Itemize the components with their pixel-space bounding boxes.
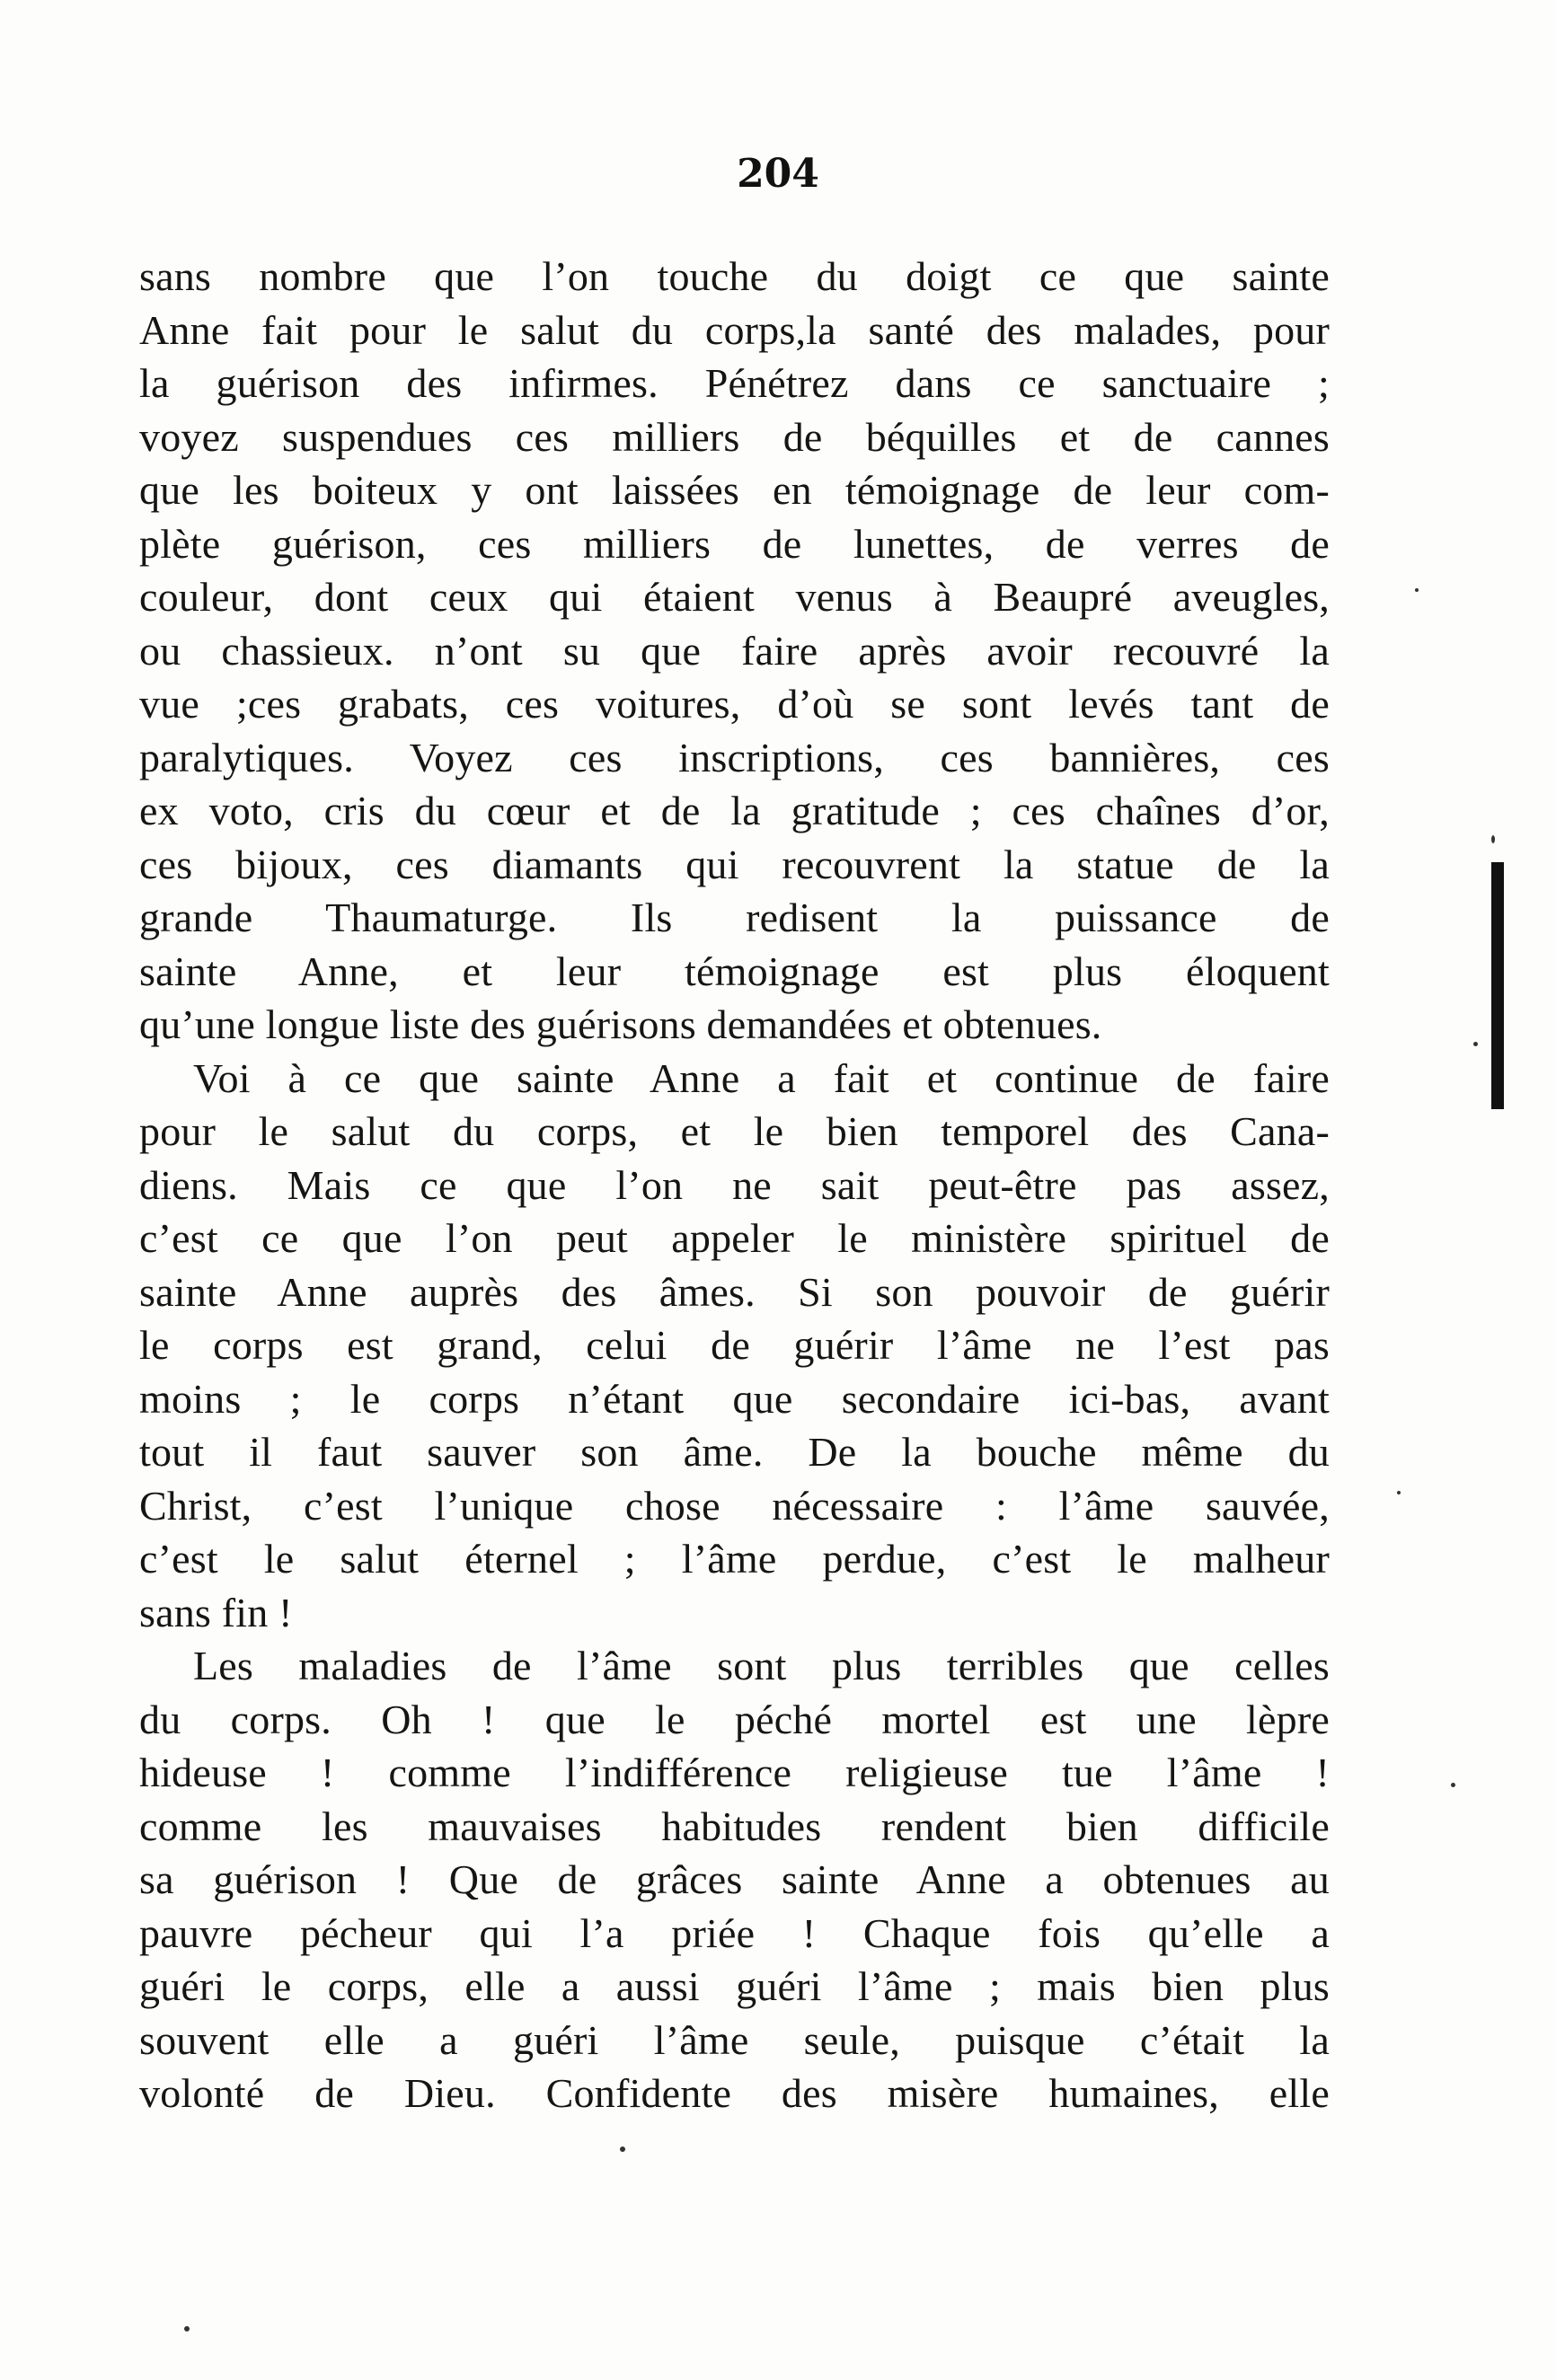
text-line: ex voto, cris du cœur et de la gratitude ; ces chaînes d’or, (139, 788, 1330, 833)
text-line: comme les mauvaises habitudes rendent bien difficile (139, 1803, 1330, 1849)
text-line: sainte Anne, et leur témoignage est plus éloquent (139, 948, 1330, 994)
ink-speck (1451, 1783, 1455, 1787)
ink-speck (1491, 835, 1495, 843)
text-line: Les maladies de l’âme sont plus terribles que celles (193, 1643, 1330, 1688)
text-line: la guérison des infirmes. Pénétrez dans ce sanctuaire ; (139, 360, 1330, 406)
text-line: Voi à ce que sainte Anne a fait et continue de faire (193, 1054, 1330, 1101)
text-line: guéri le corps, elle a aussi guéri l’âme ; mais bien plus (139, 1963, 1330, 2009)
ink-speck (1473, 1042, 1478, 1046)
text-line: diens. Mais ce que l’on ne sait peut-être pas assez, (139, 1161, 1330, 1208)
text-line: paralytiques. Voyez ces inscriptions, ces bannières, ces (139, 734, 1330, 780)
text-line: pour le salut du corps, et le bien temporel des Cana- (139, 1108, 1330, 1154)
text-line: vue ;ces grabats, ces voitures, d’où se sont levés tant de (139, 681, 1330, 727)
text-line: Anne fait pour le salut du corps,la santé des malades, pour (139, 306, 1330, 353)
text-line: couleur, dont ceux qui étaient venus à Beaupré aveugles, (139, 574, 1330, 620)
text-line: pauvre pécheur qui l’a priée ! Chaque fois qu’elle a (139, 1909, 1330, 1956)
ink-speck (1415, 588, 1419, 592)
text-line: sans nombre que l’on touche du doigt ce que sainte (139, 253, 1330, 299)
text-line: moins ; le corps n’étant que secondaire ici-bas, avant (139, 1375, 1330, 1422)
text-line: Christ, c’est l’unique chose nécessaire : l’âme sauvée, (139, 1482, 1330, 1529)
ink-speck (1397, 1491, 1401, 1494)
text-line: sainte Anne auprès des âmes. Si son pouvoir de guérir (139, 1268, 1330, 1315)
text-line: volonté de Dieu. Confidente des misère humaines, elle (139, 2070, 1330, 2116)
text-line: sans fin ! (139, 1589, 293, 1635)
ink-speck (184, 2326, 190, 2332)
ink-speck (620, 2146, 625, 2152)
text-line: le corps est grand, celui de guérir l’âme ne l’est pas (139, 1322, 1330, 1368)
text-line: que les boiteux y ont laissées en témoignage de leur com- (139, 467, 1330, 513)
text-line: plète guérison, ces milliers de lunettes, de verres de (139, 520, 1330, 567)
text-line: ou chassieux. n’ont su que faire après avoir recouvré la (139, 627, 1330, 674)
text-line: souvent elle a guéri l’âme seule, puisque c’était la (139, 2016, 1330, 2063)
text-line: sa guérison ! Que de grâces sainte Anne a obtenues au (139, 1856, 1330, 1902)
page-number: 204 (737, 151, 819, 197)
text-line: grande Thaumaturge. Ils redisent la puissance de (139, 895, 1330, 940)
text-line: voyez suspendues ces milliers de béquilles et de cannes (139, 413, 1330, 460)
body-text (139, 250, 1330, 2120)
margin-bar-mark (1491, 862, 1504, 1109)
text-line: c’est le salut éternel ; l’âme perdue, c’est le malheur (139, 1536, 1330, 1582)
text-line: du corps. Oh ! que le péché mortel est une lèpre (139, 1696, 1330, 1742)
text-line: ces bijoux, ces diamants qui recouvrent la statue de la (139, 841, 1330, 887)
text-line: hideuse ! comme l’indifférence religieuse tue l’âme ! (139, 1750, 1330, 1795)
text-line: qu’une longue liste des guérisons demandées et obtenues. (139, 1001, 1102, 1047)
text-line: c’est ce que l’on peut appeler le ministère spirituel de (139, 1215, 1330, 1261)
text-line: tout il faut sauver son âme. De la bouche même du (139, 1429, 1330, 1475)
